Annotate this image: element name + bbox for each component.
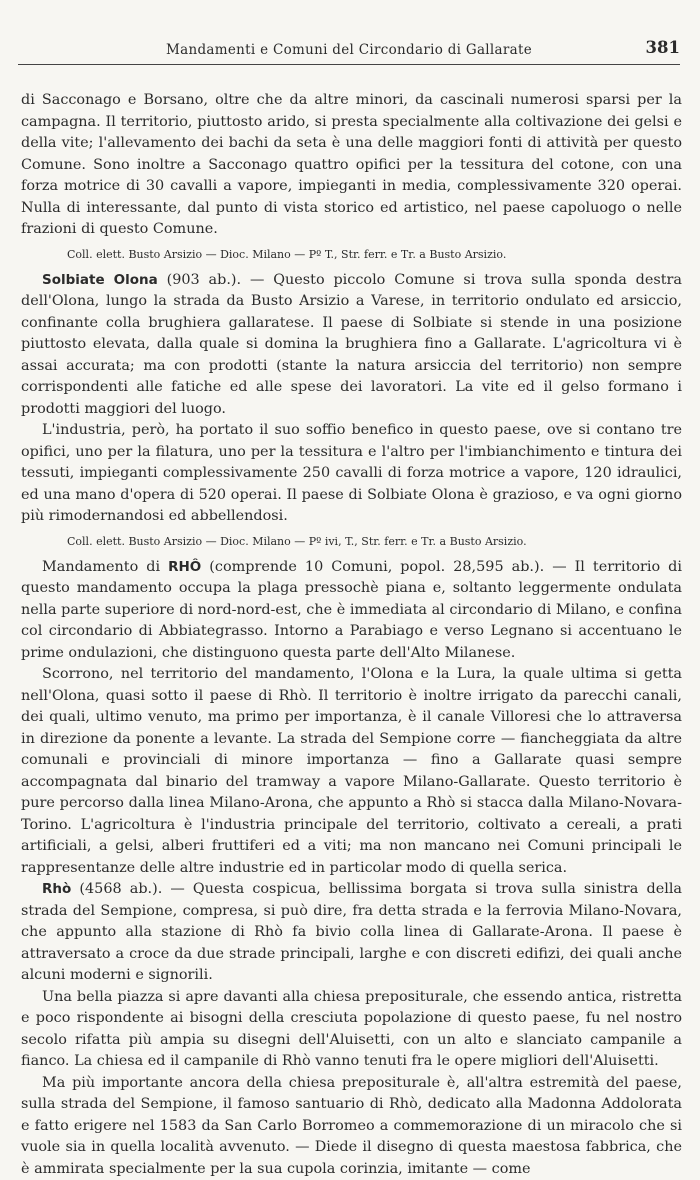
running-header xyxy=(18,34,680,65)
page-number: 381 xyxy=(646,38,680,57)
entry-solbiate: Solbiate Olona xyxy=(42,272,158,288)
paragraph-mandamento-rho xyxy=(21,557,682,665)
paragraph-territorio: Scorrono, nel territorio del mandamento, l'Olona e la Lura, la quale ultima si getta nell'Olona, quasi sotto il paese di Rhò. Il territorio è inoltre irrigato da parecchi canali, dei quali, ultimo venuto, ma primo per importanza, è il canale Villoresi che lo attraversa in direzione da ponente a levante. La strada del Sempione corre — fiancheggiata da altre comunali e provinciali di minore importanza — fino a Gallarate quasi sempre accompagnata dal binario del tramway a vapore Milano-Gallarate. Questo territorio è pure percorso dalla linea Milano-Arona, che appunto a Rhò si stacca dalla Milano-Novara-Torino. L'agricoltura è l'industria principale del territorio, coltivato a cereali, a prati artificiali, a gelsi, alberi fruttiferi ed a viti; ma non mancano nei Comuni principali le rappresentanze delle altre industrie ed in particolar modo di quella serica. xyxy=(21,664,682,879)
entry-rho: Rhò xyxy=(42,881,71,897)
paragraph-sacconago: di Sacconago e Borsano, oltre che da altre minori, da cascinali numerosi sparsi per la campagna. Il territorio, piuttosto arido, si presta specialmente alla coltivazione dei gelsi e della vite; l'allevamento dei bachi da seta è una delle maggiori fonti di attività per questo Comune. Sono inoltre a Sacconago quattro opifici per la tessitura del cotone, con una forza motrice di 30 cavalli a vapore, impieganti in media, complessivamente 320 operai. Nulla di interessante, dal punto di vista storico ed artistico, nel paese capoluogo o nelle frazioni di questo Comune. xyxy=(21,90,682,241)
rho-text: (4568 ab.). — Questa cospicua, bellissima borgata si trova sulla sinistra della strada del Sempione, compresa, si può dire, fra detta strada e la ferrovia Milano-Novara, che appunto alla stazione di Rhò fa bivio colla linea di Gallarate-Arona. Il paese è attraversato a croce da due strade principali, larghe e con discreti edifizi, dei quali anche alcuni moderni e signorili. xyxy=(21,881,682,983)
mandamento-text: (comprende 10 Comuni, popol. 28,595 ab.). — Il territorio di questo mandamento occupa la plaga pressochè piana e, soltanto leggermente ondulata nella parte superiore di nord-nord-est, che è immediata al circondario di Milano, e confina col circondario di Abbiategrasso. Intorno a Parabiago e verso Legnano si accentuano le prime ondulazioni, che distinguono questa parte dell'Alto Milanese. xyxy=(21,559,682,661)
paragraph-santuario: Ma più importante ancora della chiesa prepositurale è, all'altra estremità del paese, sulla strada del Sempione, il famoso santuario di Rhò, dedicato alla Madonna Addolorata e fatto erigere nel 1583 da San Carlo Borromeo a commemorazione di un miracolo che si vuole sia in quella località avvenuto. — Diede il disegno di questa maestosa fabbrica, che è ammirata specialmente per la sua cupola corinzia, imitante — come xyxy=(21,1073,682,1180)
mandamento-prefix: Mandamento di xyxy=(42,559,168,575)
solbiate-text: (903 ab.). — Questo piccolo Comune si trova sulla sponda destra dell'Olona, lungo la strada da Busto Arsizio a Varese, in territorio ondulato ed arsiccio, confinante colla brughiera gallaratese. Il paese di Solbiate si stende in una posizione piuttosto elevata, dalla quale si domina la brughiera fino a Gallarate. L'agricoltura vi è assai accurata; ma con prodotti (stante la natura arsiccia del territorio) non sempre corrispondenti alle fatiche ed alle spese dei lavoratori. La vite ed il gelso formano i prodotti maggiori del luogo. xyxy=(21,272,682,417)
paragraph-piazza: Una bella piazza si apre davanti alla chiesa prepositurale, che essendo antica, ristretta e poco rispondente ai bisogni della cresciuta popolazione di questo paese, fu nel nostro secolo rifatta più ampia su disegni dell'Aluisetti, con un alto e slanciato campanile a fianco. La chiesa ed il campanile di Rhò vanno tenuti fra le opere migliori dell'Aluisetti. xyxy=(21,987,682,1073)
note-busto: Coll. elett. Busto Arsizio — Dioc. Milano — Pº T., Str. ferr. e Tr. a Busto Arsizio. xyxy=(21,245,682,264)
header-title: Mandamenti e Comuni del Circondario di Gallarate xyxy=(18,42,680,58)
paragraph-rho xyxy=(21,879,682,987)
note-solbiate: Coll. elett. Busto Arsizio — Dioc. Milano — Pº ivi, T., Str. ferr. e Tr. a Busto Arsizio. xyxy=(21,532,682,551)
entry-rho-mandamento: RHÔ xyxy=(168,559,201,575)
paragraph-solbiate xyxy=(21,270,682,421)
body-text xyxy=(21,90,682,1180)
paragraph-solbiate-industria: L'industria, però, ha portato il suo soffio benefico in questo paese, ove si contano tre opifici, uno per la filatura, uno per la tessitura e l'altro per l'imbianchimento e tintura dei tessuti, impieganti complessivamente 250 cavalli di forza motrice a vapore, 120 idraulici, ed una mano d'opera di 520 operai. Il paese di Solbiate Olona è grazioso, e va ogni giorno più rimodernandosi ed abbellendosi. xyxy=(21,420,682,528)
